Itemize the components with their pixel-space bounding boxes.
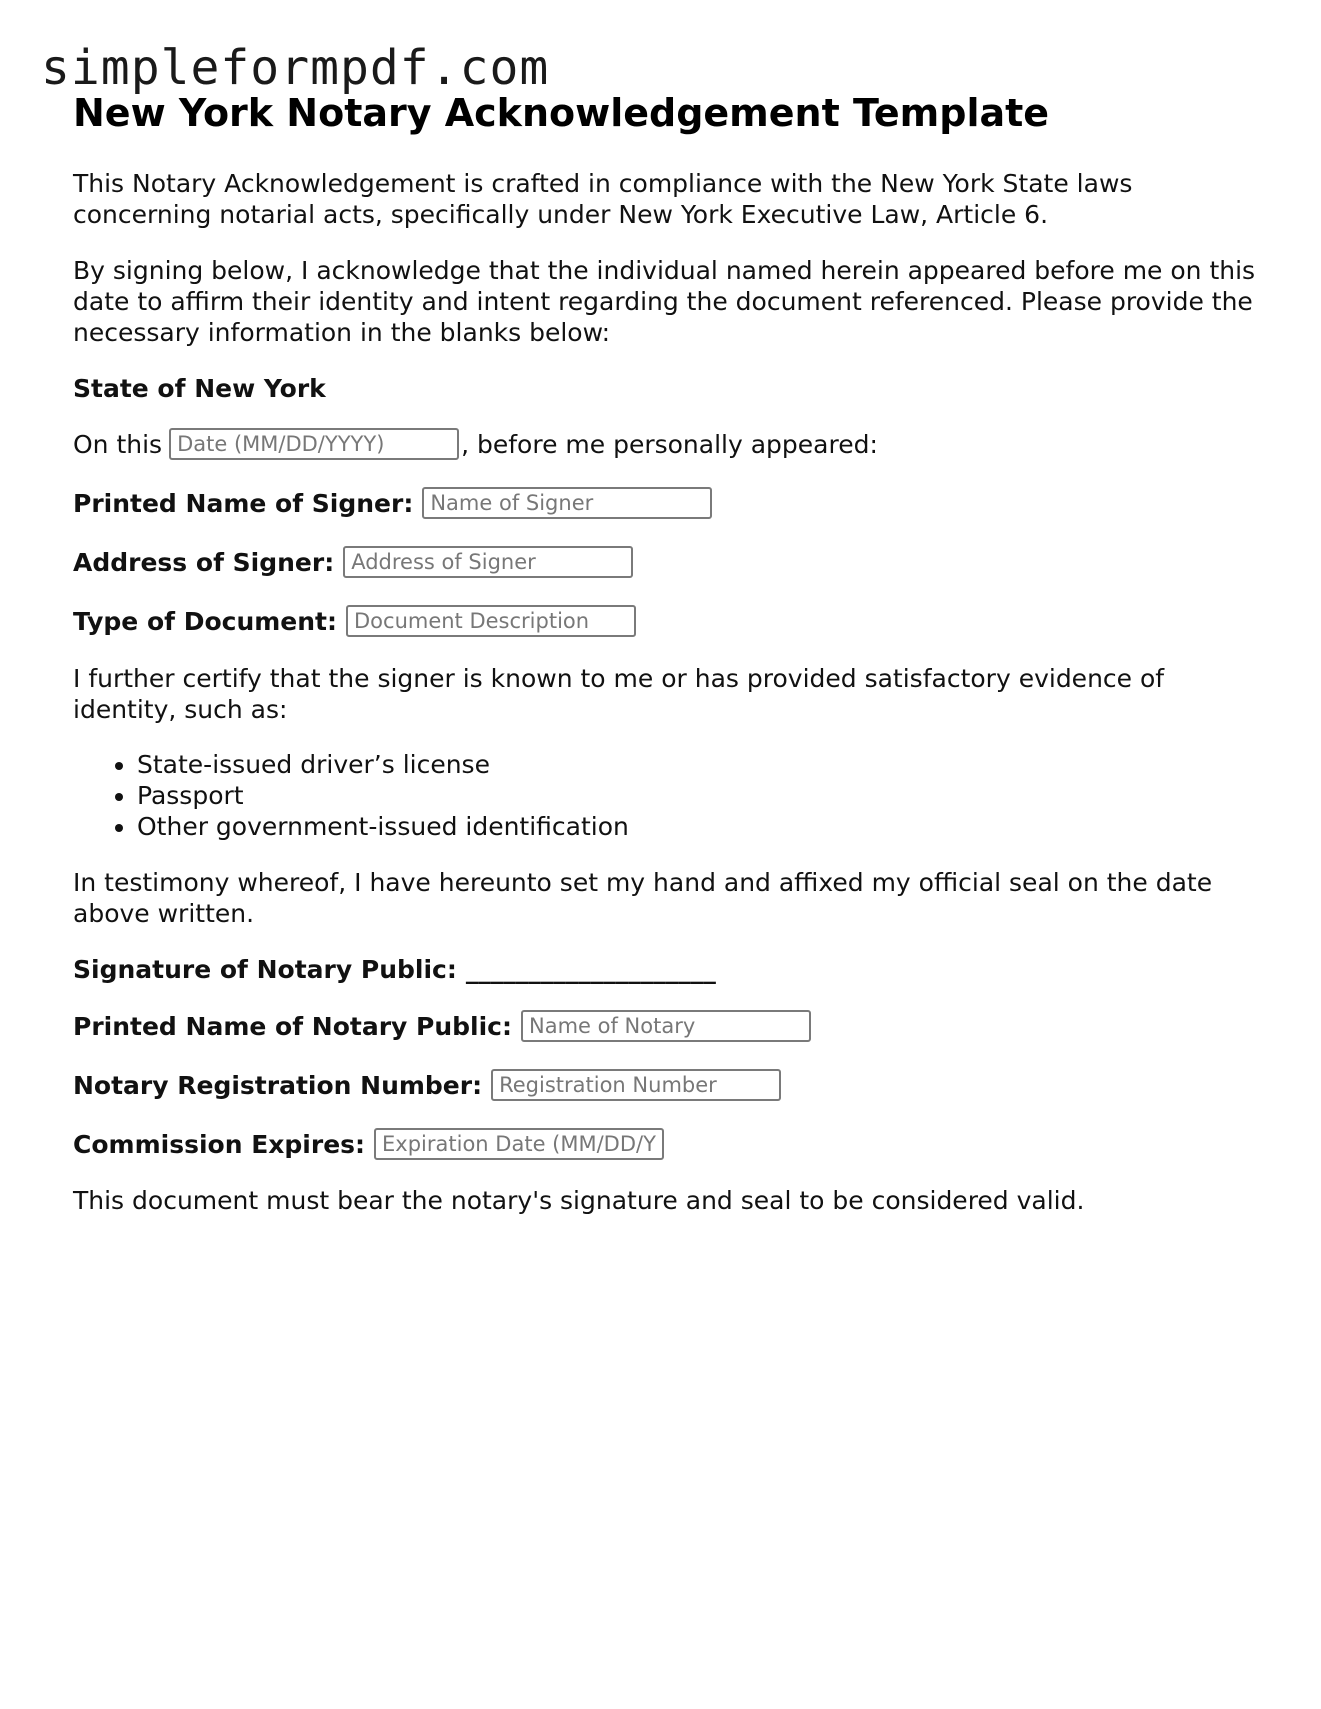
list-item: • Passport: [137, 780, 1263, 811]
commission-expires-input[interactable]: [374, 1128, 664, 1160]
registration-number-row: [73, 1069, 1263, 1101]
certify-paragraph: I further certify that the signer is known to me or has provided satisfactory evidence of identity, such as:: [73, 664, 1165, 724]
commission-expires-label: Commission Expires:: [73, 1129, 366, 1159]
registration-number-input[interactable]: [491, 1069, 781, 1101]
notary-name-input[interactable]: [521, 1010, 811, 1042]
site-watermark: simpleformpdf.com: [41, 40, 550, 96]
document-type-label: Type of Document:: [73, 606, 337, 636]
document-type-input[interactable]: [346, 605, 636, 637]
signer-address-row: [73, 546, 1263, 578]
document-title: New York Notary Acknowledgement Template: [73, 91, 1050, 135]
date-row: [73, 428, 1263, 460]
date-input[interactable]: [169, 428, 459, 460]
closing-paragraph: This document must bear the notary's signature and seal to be considered valid.: [73, 1186, 1085, 1215]
registration-number-label: Notary Registration Number:: [73, 1070, 483, 1100]
list-item: • Other government-issued identification: [137, 811, 1263, 842]
intro-paragraph-2: By signing below, I acknowledge that the individual named herein appeared before me on this date to affirm their identity and intent regarding the document referenced. Please provide the necessary information in the blanks below:: [73, 256, 1256, 347]
signer-name-label: Printed Name of Signer:: [73, 488, 414, 518]
signer-address-label: Address of Signer:: [73, 547, 335, 577]
id-type-list: [73, 749, 1263, 842]
commission-expires-row: [73, 1128, 1263, 1160]
signer-name-row: [73, 487, 1263, 519]
signature-line[interactable]: ____________________: [465, 955, 716, 984]
document-type-row: [73, 605, 1263, 637]
date-prefix: On this: [73, 429, 163, 459]
signer-name-input[interactable]: [422, 487, 712, 519]
date-suffix: , before me personally appeared:: [461, 429, 878, 459]
testimony-paragraph: In testimony whereof, I have hereunto set my hand and affixed my official seal on the date above written.: [73, 868, 1213, 928]
list-item: • State-issued driver’s license: [137, 749, 1263, 780]
notary-signature-row: [73, 954, 1263, 985]
notary-name-label: Printed Name of Notary Public:: [73, 1011, 513, 1041]
notary-name-row: [73, 1010, 1263, 1042]
notary-document: [73, 88, 1263, 1216]
intro-paragraph-1: This Notary Acknowledgement is crafted in compliance with the New York State laws concerning notarial acts, specifically under New York Executive Law, Article 6.: [73, 169, 1133, 229]
state-heading: State of New York: [73, 374, 326, 403]
notary-signature-label: Signature of Notary Public:: [73, 955, 457, 984]
signer-address-input[interactable]: [343, 546, 633, 578]
